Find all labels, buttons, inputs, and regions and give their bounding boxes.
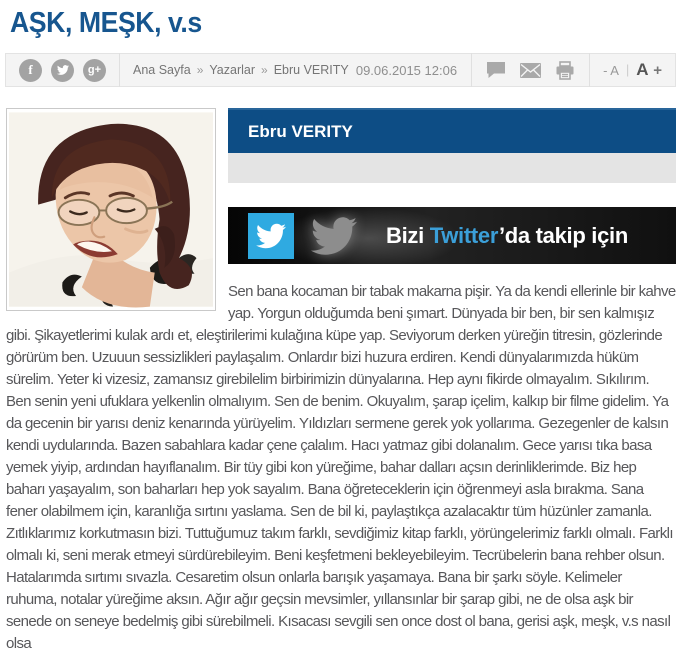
twitter-logo-square	[248, 213, 294, 259]
facebook-share-button[interactable]	[19, 59, 42, 82]
font-decrease-button[interactable]: - A	[603, 62, 619, 78]
breadcrumb-current-author[interactable]: Ebru VERITY	[273, 63, 349, 77]
page-title: AŞK, MEŞK, v.s	[10, 7, 202, 39]
breadcrumb	[120, 63, 349, 77]
googleplus-share-button[interactable]	[83, 59, 106, 82]
author-photo	[6, 108, 216, 311]
twitter-follow-banner[interactable]	[228, 207, 676, 264]
article-content	[6, 108, 676, 655]
breadcrumb-home[interactable]: Ana Sayfa	[133, 63, 191, 77]
mail-icon[interactable]	[520, 63, 541, 78]
font-increase-button[interactable]: A +	[636, 60, 662, 79]
author-column	[228, 108, 676, 264]
google-plus-icon: g+	[87, 64, 102, 76]
publish-datetime: 09.06.2015 12:06	[355, 62, 458, 78]
banner-brand-text: Twitter	[429, 222, 499, 248]
breadcrumb-separator: »	[261, 63, 268, 77]
breadcrumb-authors[interactable]: Yazarlar	[209, 63, 255, 77]
article-toolbar	[5, 53, 676, 87]
font-controls-divider: |	[625, 63, 630, 77]
article-body-text: Sen bana kocaman bir tabak makarna pişir. Ya da kendi ellerinle bir kahve yap. Yorgun olduğumda beni şımart. Dünyada bir ben, bir sen kalmışız gibi. Şikayetlerimi kulak ardı et, eleştirilerimi kulağına küpe yap. Seviyorum derken yüreğin titresin, gözlerinde görürüm ben. Uzuuun sessizlikleri paylaşalım. Onlardır bizi huzura erdiren. Kendi dünyalarımızda hüküm sürelim. Yeter ki vizesiz, zamansız girebilelim birbirimizin dünyalarına. Hep aynı fikirde olmayalım. Sıkılırım. Ben senin yeni ufuklara yelkenlin olmalıyım. Sen de benim. Okuyalım, şarap içelim, kalkıp bir filme gidelim. Ya da gecenin bir yarısı deniz kenarında yürüyelim. Yıldızları sermene gerek yok yollarıma. Gezegenler de kalsın kendi uydularında. Bazen sabahlara kadar çene çalalım. Hacı yatmaz gibi dolanalım. Gece yarısı tıka basa yemek yiyip, ardından hayıflanalım. Bir tüy gibi kon yüreğime, bahar dalları açsın derinliklerimde. Biz hep baharı yaşayalım, son baharları hep yok sayalım. Bana öğreteceklerin için öğrenmeyi asla bırakma. Sana fener olabilmem için, karanlığa sırtını yaslama. Sen de bil ki, paylaştıkça azalacaktır tüm hüzünler zamanla. Zıtlıklarımız korkutmasın bizi. Tuttuğumuz takım farklı, sevdiğimiz kitap farklı, yörüngelerimiz farklı olmalı. Farklı olmalı ki, seni merak etmeyi sürdürebileyim. Beni keşfetmeni bekleyebileyim. Tecrübelerin bana rehber olsun. Hatalarımda sırtımı sıvazla. Cesaretim olsun onlarla barışık yaşamaya. Bana bir şarkı söyle. Kelimeler ruhuma, notalar yüreğime aksın. Ağır ağır geçsin mevsimler, yıllansınlar bir şarap gibi, ne de olsa aşk bir senede on seneye bedelmiş gibi sürebilmeli. Kısacası sevgili sen once dost ol bana, gerisi aşk, meşk, v.s nasıl olsa	[6, 283, 676, 652]
font-size-controls	[590, 60, 675, 80]
breadcrumb-separator: »	[196, 63, 204, 77]
article-action-icons	[472, 61, 589, 80]
comment-icon[interactable]	[486, 61, 506, 79]
author-subheader-strip	[228, 153, 676, 183]
author-header-bar	[228, 108, 676, 153]
facebook-icon: f	[28, 62, 33, 77]
article-page	[0, 7, 676, 670]
social-share-group	[6, 59, 119, 82]
author-portrait-image	[9, 111, 213, 308]
banner-text: Bizi Twitter’da takip için	[386, 222, 628, 248]
twitter-bird-gray-icon	[308, 213, 360, 259]
twitter-bird-icon	[256, 221, 286, 251]
twitter-share-button[interactable]	[51, 59, 74, 82]
twitter-icon	[57, 64, 69, 76]
author-name: Ebru VERITY	[248, 122, 353, 141]
print-icon[interactable]	[555, 61, 575, 80]
